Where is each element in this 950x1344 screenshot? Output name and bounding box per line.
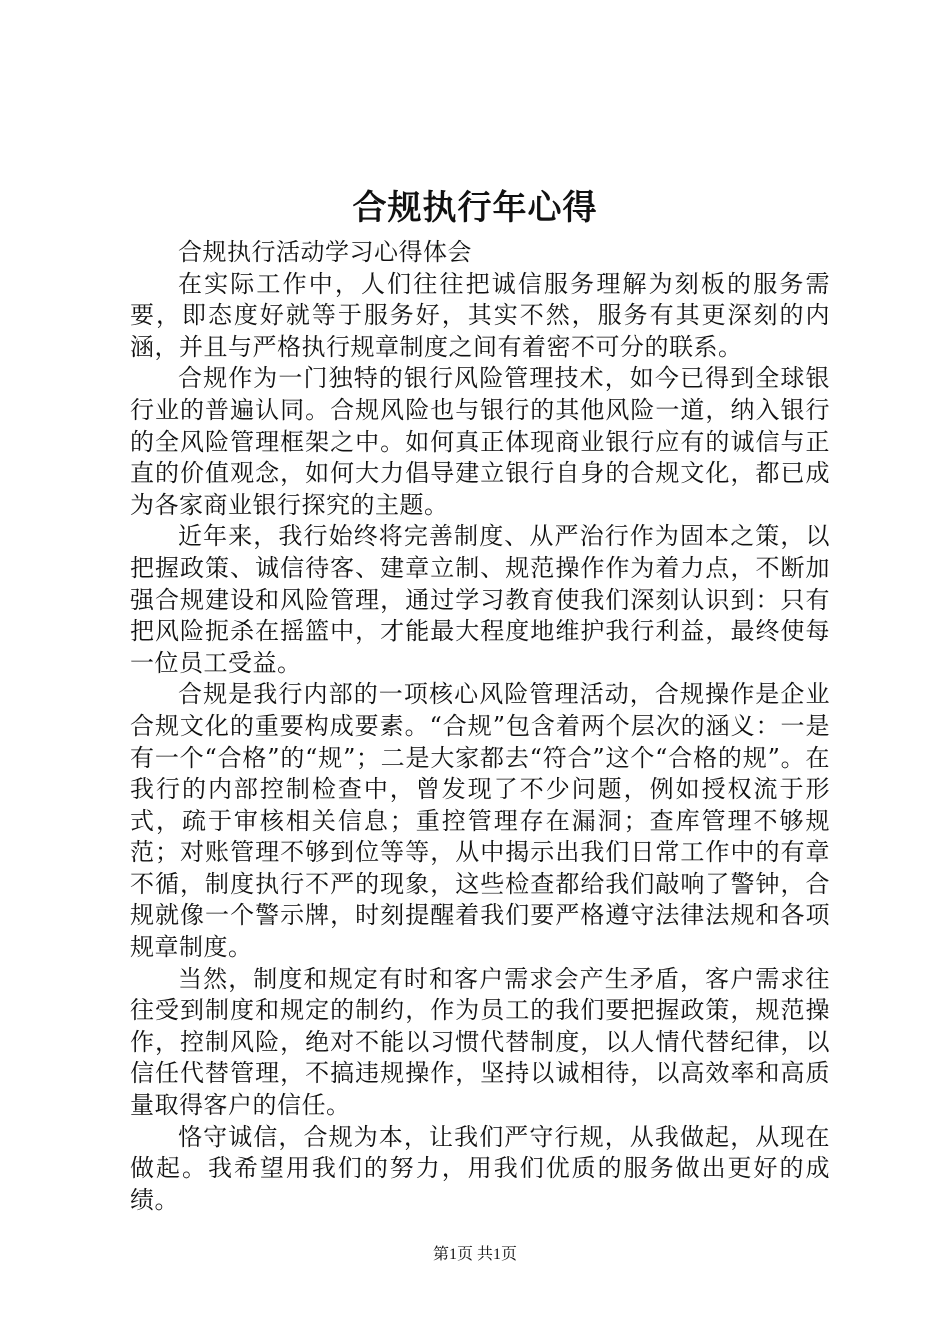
paragraph-5: 当然，制度和规定有时和客户需求会产生矛盾，客户需求往往受到制度和规定的制约，作为员工的我们要把握政策，规范操作，控制风险，绝对不能以习惯代替制度，以人情代替纪律，以信任代替管理，不搞违规操作，坚持以诚相待，以高效率和高质量取得客户的信任。 xyxy=(130,964,830,1120)
document-subtitle: 合规执行活动学习心得体会 xyxy=(178,238,472,266)
paragraph-4: 合规是我行内部的一项核心风险管理活动，合规操作是企业合规文化的重要构成要素。“合规”包含着两个层次的涵义：一是有一个“合格”的“规”；二是大家都去“符合”这个“合格的规”。在我行的内部控制检查中，曾发现了不少问题，例如授权流于形式，疏于审核相关信息；重控管理存在漏洞；查库管理不够规范；对账管理不够到位等等，从中揭示出我们日常工作中的有章不循，制度执行不严的现象，这些检查都给我们敲响了警钟，合规就像一个警示牌，时刻提醒着我们要严格遵守法律法规和各项规章制度。 xyxy=(130,680,830,962)
page-footer: 第1页 共1页 xyxy=(432,1246,517,1263)
paragraph-2: 合规作为一门独特的银行风险管理技术，如今已得到全球银行业的普遍认同。合规风险也与银行的其他风险一道，纳入银行的全风险管理框架之中。如何真正体现商业银行应有的诚信与正直的价值观念，如何大力倡导建立银行自身的合规文化，都已成为各家商业银行探究的主题。 xyxy=(130,364,830,519)
paragraph-6: 恪守诚信，合规为本，让我们严守行规，从我做起，从现在做起。我希望用我们的努力，用我们优质的服务做出更好的成绩。 xyxy=(130,1122,830,1214)
document-body xyxy=(130,237,830,1216)
paragraph-3: 近年来，我行始终将完善制度、从严治行作为固本之策，以把握政策、诚信待客、建章立制、规范操作作为着力点，不断加强合规建设和风险管理，通过学习教育使我们深刻认识到：只有把风险扼杀在摇篮中，才能最大程度地维护我行利益，最终使每一位员工受益。 xyxy=(130,522,830,677)
document-title: 合规执行年心得 xyxy=(352,188,598,228)
paragraph-1: 在实际工作中，人们往往把诚信服务理解为刻板的服务需要，即态度好就等于服务好，其实不然，服务有其更深刻的内涵，并且与严格执行规章制度之间有着密不可分的联系。 xyxy=(130,269,830,361)
